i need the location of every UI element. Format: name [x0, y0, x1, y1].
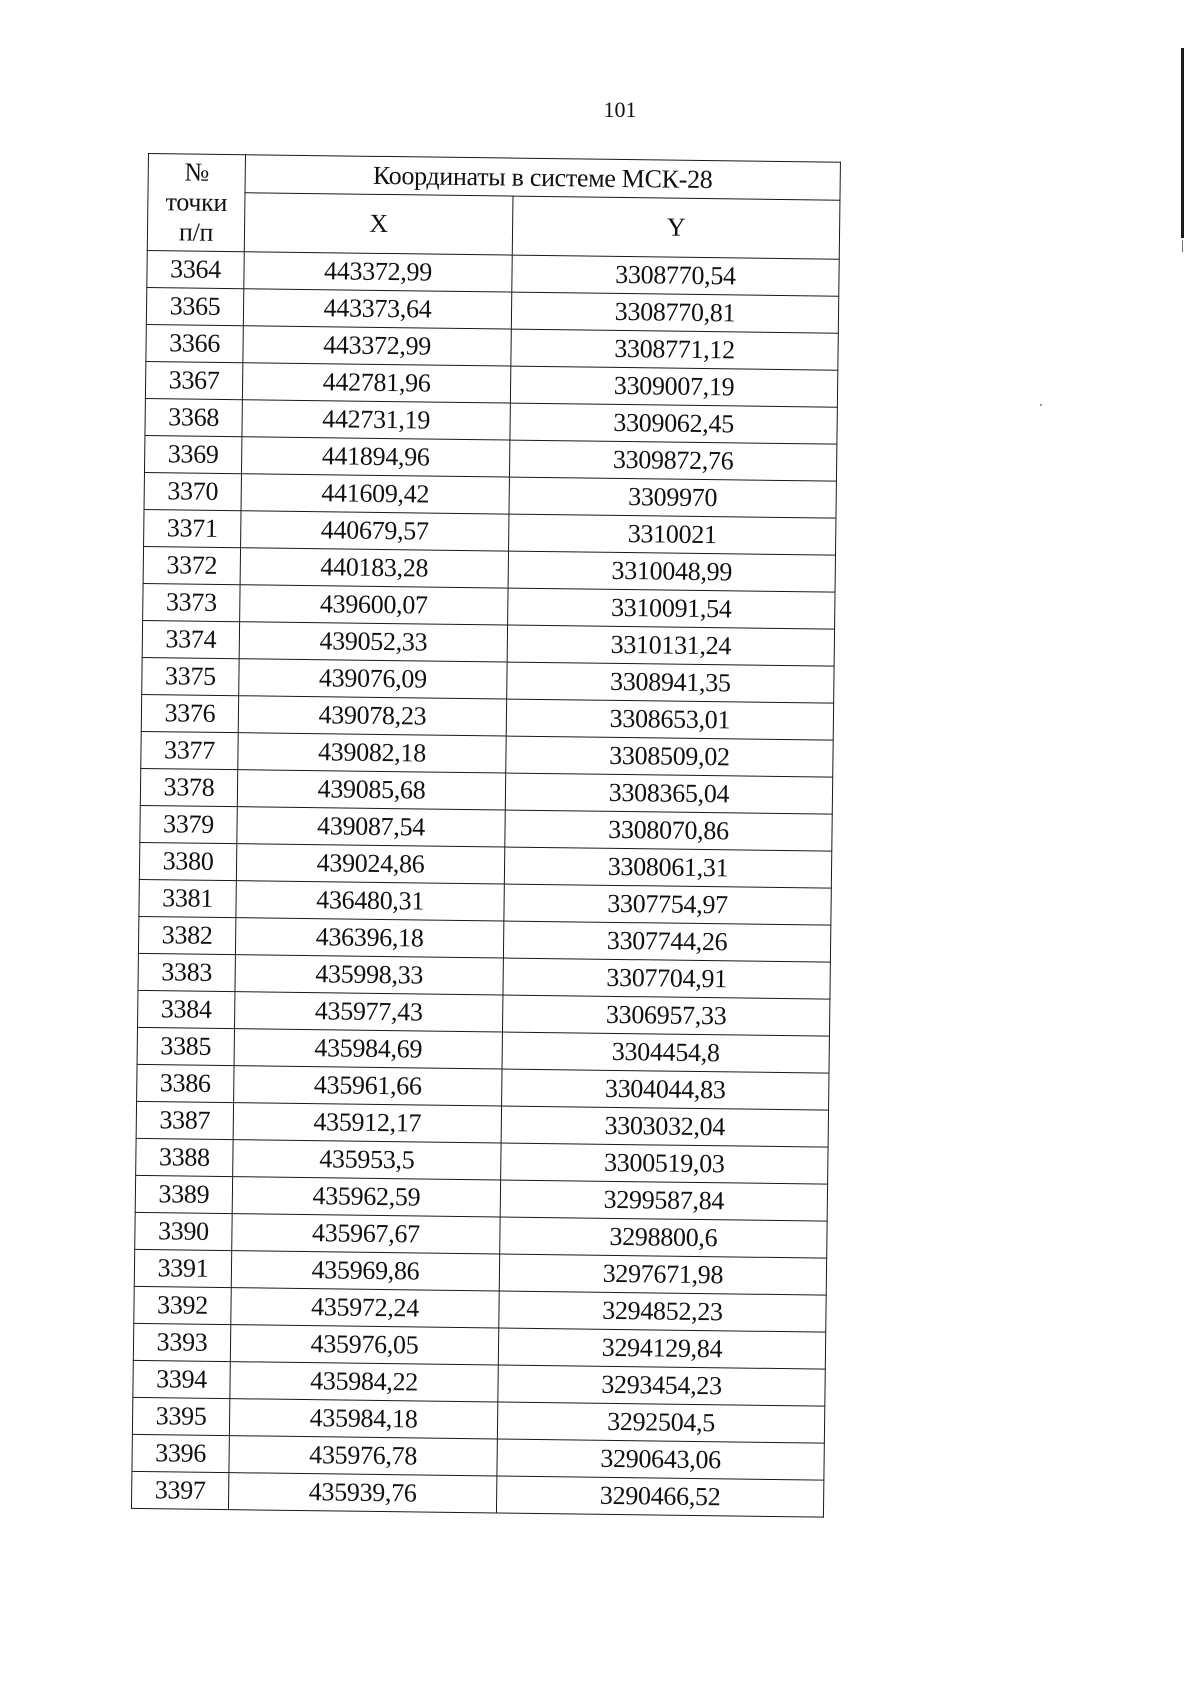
cell-point-number: 3386	[137, 1064, 234, 1102]
cell-y: 3290466,52	[496, 1476, 823, 1517]
cell-point-number: 3392	[134, 1286, 231, 1324]
cell-y: 3309970	[509, 477, 836, 518]
cell-point-number: 3387	[136, 1101, 233, 1139]
cell-point-number: 3374	[142, 620, 239, 658]
cell-x: 435984,22	[230, 1362, 498, 1402]
cell-y: 3304454,8	[502, 1032, 829, 1073]
cell-y: 3303032,04	[501, 1106, 828, 1147]
cell-y: 3294129,84	[498, 1328, 825, 1369]
cell-y: 3308070,86	[505, 810, 832, 851]
table-body	[131, 250, 839, 1517]
cell-x: 439024,86	[236, 844, 504, 884]
cell-point-number: 3397	[131, 1471, 228, 1509]
cell-y: 3290643,06	[497, 1439, 824, 1480]
header-number-sign: №	[184, 157, 210, 187]
cell-x: 439082,18	[238, 733, 506, 773]
cell-point-number: 3373	[143, 583, 240, 621]
cell-y: 3310091,54	[508, 588, 835, 629]
cell-y: 3307754,97	[504, 884, 831, 925]
cell-y: 3309007,19	[510, 366, 837, 407]
header-y: Y	[512, 196, 840, 259]
cell-x: 435961,66	[234, 1066, 502, 1106]
cell-point-number: 3375	[142, 657, 239, 695]
cell-x: 443372,99	[243, 326, 511, 366]
header-point-word: точки	[165, 187, 228, 217]
cell-x: 435967,67	[232, 1214, 500, 1254]
scan-edge-mark	[1182, 240, 1183, 252]
cell-x: 435912,17	[233, 1103, 501, 1143]
cell-point-number: 3382	[138, 916, 235, 954]
cell-point-number: 3396	[132, 1434, 229, 1472]
cell-point-number: 3370	[144, 472, 241, 510]
cell-point-number: 3391	[134, 1249, 231, 1287]
cell-point-number: 3390	[135, 1212, 232, 1250]
cell-point-number: 3371	[144, 509, 241, 547]
cell-point-number: 3384	[138, 990, 235, 1028]
header-x: X	[244, 193, 513, 255]
cell-x: 439600,07	[240, 585, 508, 625]
cell-x: 435953,5	[233, 1140, 501, 1180]
cell-x: 442781,96	[242, 363, 510, 403]
cell-x: 439076,09	[239, 659, 507, 699]
cell-x: 443372,99	[244, 252, 512, 292]
cell-point-number: 3376	[141, 694, 238, 732]
cell-point-number: 3377	[141, 731, 238, 769]
cell-x: 439052,33	[239, 622, 507, 662]
cell-y: 3299587,84	[500, 1180, 827, 1221]
table-header	[147, 154, 840, 260]
cell-x: 435984,18	[229, 1399, 497, 1439]
header-index-abbrev: п/п	[178, 217, 214, 247]
cell-y: 3309062,45	[510, 403, 837, 444]
cell-x: 435984,69	[234, 1029, 502, 1069]
cell-point-number: 3364	[147, 250, 244, 288]
cell-y: 3294852,23	[499, 1291, 826, 1332]
coordinates-table	[131, 153, 841, 1518]
cell-point-number: 3369	[144, 435, 241, 473]
cell-y: 3304044,83	[502, 1069, 829, 1110]
cell-y: 3308770,54	[512, 255, 839, 296]
cell-x: 439087,54	[237, 807, 505, 847]
cell-point-number: 3394	[133, 1360, 230, 1398]
cell-x: 442731,19	[242, 400, 510, 440]
cell-point-number: 3368	[145, 398, 242, 436]
cell-point-number: 3365	[146, 287, 243, 325]
cell-y: 3308771,12	[511, 329, 838, 370]
cell-x: 443373,64	[243, 289, 511, 329]
cell-x: 435976,78	[229, 1436, 497, 1476]
header-point-number	[147, 154, 245, 252]
cell-y: 3308509,02	[506, 736, 833, 777]
cell-y: 3292504,5	[497, 1402, 824, 1443]
cell-y: 3307744,26	[503, 921, 830, 962]
cell-y: 3307704,91	[503, 958, 830, 999]
cell-point-number: 3395	[132, 1397, 229, 1435]
cell-point-number: 3385	[137, 1027, 234, 1065]
cell-x: 441894,96	[241, 437, 509, 477]
cell-y: 3306957,33	[502, 995, 829, 1036]
cell-point-number: 3372	[143, 546, 240, 584]
cell-x: 441609,42	[241, 474, 509, 514]
cell-point-number: 3367	[145, 361, 242, 399]
cell-x: 440679,57	[241, 511, 509, 551]
cell-y: 3310021	[509, 514, 836, 555]
cell-point-number: 3379	[140, 805, 237, 843]
cell-y: 3293454,23	[498, 1365, 825, 1406]
cell-y: 3297671,98	[499, 1254, 826, 1295]
cell-x: 435972,24	[231, 1288, 499, 1328]
cell-x: 435998,33	[235, 955, 503, 995]
cell-y: 3308941,35	[507, 662, 834, 703]
cell-y: 3310131,24	[507, 625, 834, 666]
cell-y: 3308770,81	[511, 292, 838, 333]
cell-y: 3298800,6	[500, 1217, 827, 1258]
cell-point-number: 3366	[146, 324, 243, 362]
cell-x: 435962,59	[232, 1177, 500, 1217]
cell-point-number: 3388	[136, 1138, 233, 1176]
cell-point-number: 3389	[135, 1175, 232, 1213]
cell-x: 435969,86	[231, 1251, 499, 1291]
cell-y: 3310048,99	[508, 551, 835, 592]
cell-x: 435977,43	[235, 992, 503, 1032]
cell-x: 440183,28	[240, 548, 508, 588]
cell-point-number: 3380	[139, 842, 236, 880]
cell-point-number: 3381	[139, 879, 236, 917]
cell-y: 3308061,31	[504, 847, 831, 888]
cell-y: 3309872,76	[509, 440, 836, 481]
cell-x: 439085,68	[237, 770, 505, 810]
cell-point-number: 3383	[138, 953, 235, 991]
header-coordinates-title: Координаты в системе МСК-28	[245, 155, 840, 200]
cell-y: 3300519,03	[501, 1143, 828, 1184]
cell-x: 436480,31	[236, 881, 504, 921]
scan-edge-line	[1181, 48, 1184, 238]
cell-x: 439078,23	[238, 696, 506, 736]
cell-x: 435976,05	[230, 1325, 498, 1365]
cell-point-number: 3378	[140, 768, 237, 806]
cell-x: 436396,18	[235, 918, 503, 958]
cell-y: 3308365,04	[505, 773, 832, 814]
scan-speck	[1040, 404, 1042, 406]
page-number: 101	[603, 97, 637, 122]
cell-x: 435939,76	[228, 1473, 496, 1513]
cell-point-number: 3393	[133, 1323, 230, 1361]
cell-y: 3308653,01	[506, 699, 833, 740]
